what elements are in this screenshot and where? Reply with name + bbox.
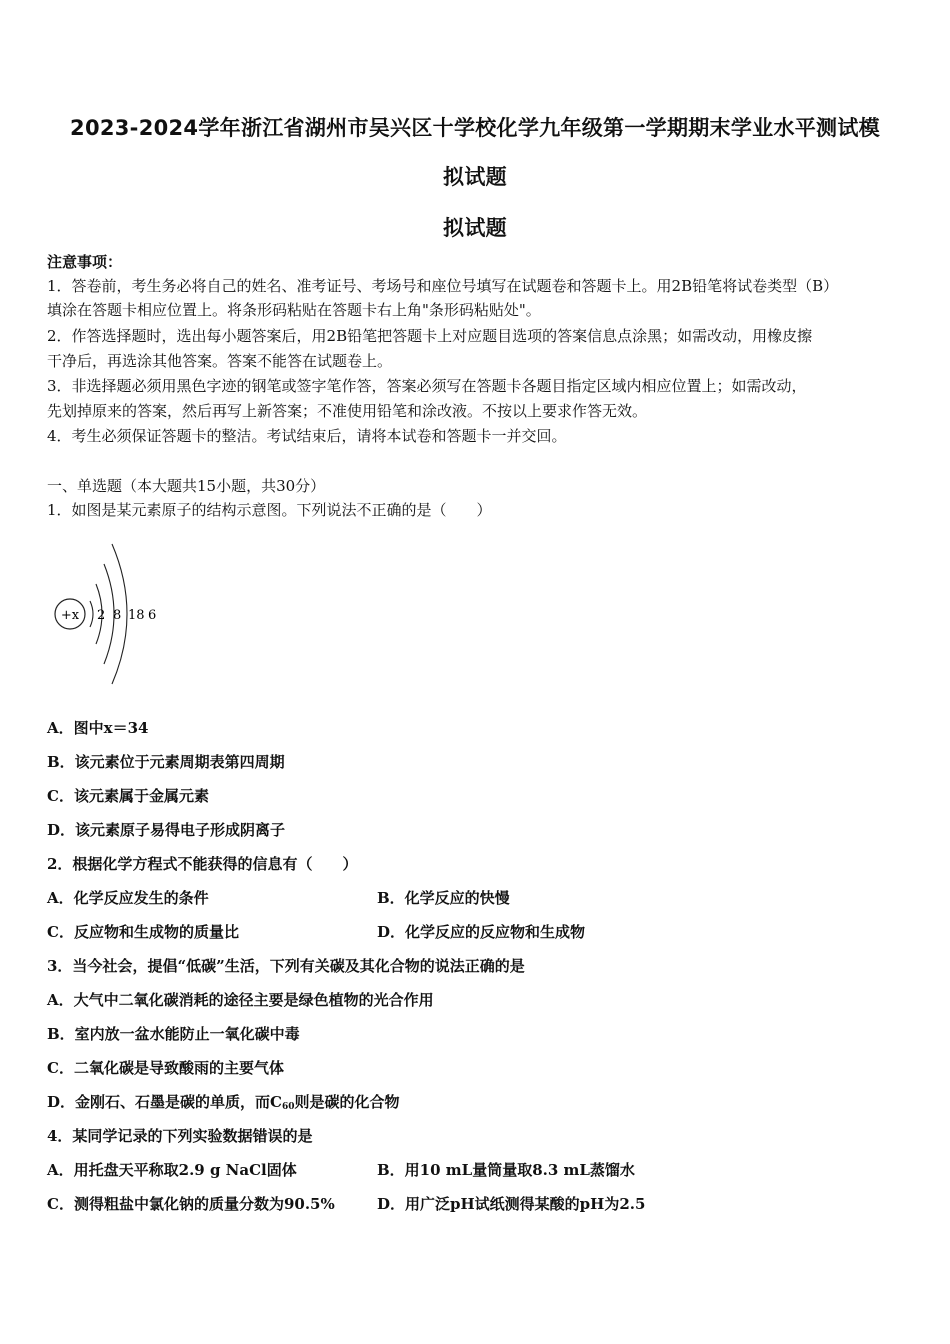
question-3-option-c: C．二氧化碳是导致酸雨的主要气体	[47, 1059, 284, 1077]
exam-title-line-1: 2023-2024学年浙江省湖州市吴兴区十学校化学九年级第一学期期末学业水平测试模	[70, 116, 880, 140]
question-4-option-b: B．用10 mL量筒量取8.3 mL蒸馏水	[377, 1161, 635, 1179]
question-3-stem: 3．当今社会，提倡“低碳”生活，下列有关碳及其化合物的说法正确的是	[47, 957, 525, 975]
question-2-option-c: C．反应物和生成物的质量比	[47, 923, 239, 941]
question-2-stem: 2．根据化学方程式不能获得的信息有（ ）	[47, 855, 358, 873]
question-2-option-b: B．化学反应的快慢	[377, 889, 510, 907]
note-1-line-2: 填涂在答题卡相应位置上。将条形码粘贴在答题卡右上角"条形码粘贴处"。	[47, 301, 541, 319]
exam-title-line-3: 拟试题	[443, 216, 507, 240]
note-3-line-1: 3．非选择题必须用黑色字迹的钢笔或签字笔作答，答案必须写在答题卡各题目指定区域内相应位置上；如需改动，	[47, 377, 807, 395]
shell-4-electrons: 6	[148, 608, 157, 623]
note-1-line-1: 1．答卷前，考生务必将自己的姓名、准考证号、考场号和座位号填写在试题卷和答题卡上。用2B铅笔将试卷类型（B）	[47, 277, 839, 295]
question-3-option-d	[47, 1092, 907, 1117]
shell-2-electrons: 8	[113, 608, 122, 623]
question-4-option-d: D．用广泛pH试纸测得某酸的pH为2.5	[377, 1195, 646, 1213]
shell-3-electrons: 18	[128, 608, 145, 623]
nucleus-label: +x	[60, 608, 80, 623]
note-4: 4．考生必须保证答题卡的整洁。考试结束后，请将本试卷和答题卡一并交回。	[47, 427, 567, 445]
question-2-option-d: D．化学反应的反应物和生成物	[377, 923, 586, 941]
exam-title-line-2: 拟试题	[443, 165, 507, 189]
question-3-option-b: B．室内放一盆水能防止一氧化碳中毒	[47, 1025, 300, 1043]
question-4-option-c: C．测得粗盐中氯化钠的质量分数为90.5%	[47, 1195, 335, 1213]
question-3-option-a: A．大气中二氧化碳消耗的途径主要是绿色植物的光合作用	[47, 991, 434, 1009]
question-1-option-b: B．该元素位于元素周期表第四周期	[47, 753, 285, 771]
question-4-option-a: A．用托盘天平称取2.9 g NaCl固体	[47, 1161, 297, 1179]
notes-heading: 注意事项：	[47, 253, 123, 271]
section-heading: 一、单选题（本大题共15小题，共30分）	[47, 477, 326, 495]
option-d-text-before: D．金刚石、石墨是碳的单质，而C	[47, 1093, 282, 1111]
question-1-option-a: A．图中x＝34	[47, 719, 149, 737]
question-1-stem: 1．如图是某元素原子的结构示意图。下列说法不正确的是（ ）	[47, 501, 492, 519]
option-d-text-after: 则是碳的化合物	[294, 1093, 400, 1111]
question-2-option-a: A．化学反应发生的条件	[47, 889, 209, 907]
question-1-option-c: C．该元素属于金属元素	[47, 787, 209, 805]
electron-shell-1	[90, 601, 93, 627]
note-2-line-1: 2．作答选择题时，选出每小题答案后，用2B铅笔把答题卡上对应题目选项的答案信息点涂黑；如需改动，用橡皮擦	[47, 327, 813, 345]
c60-subscript: 60	[281, 1102, 295, 1112]
atom-structure-diagram	[50, 538, 170, 688]
question-1-option-d: D．该元素原子易得电子形成阴离子	[47, 821, 286, 839]
note-2-line-2: 干净后，再选涂其他答案。答案不能答在试题卷上。	[47, 352, 393, 370]
note-3-line-2: 先划掉原来的答案，然后再写上新答案；不准使用铅笔和涂改液。不按以上要求作答无效。	[47, 402, 648, 420]
shell-1-electrons: 2	[97, 608, 106, 623]
question-4-stem: 4．某同学记录的下列实验数据错误的是	[47, 1127, 313, 1145]
